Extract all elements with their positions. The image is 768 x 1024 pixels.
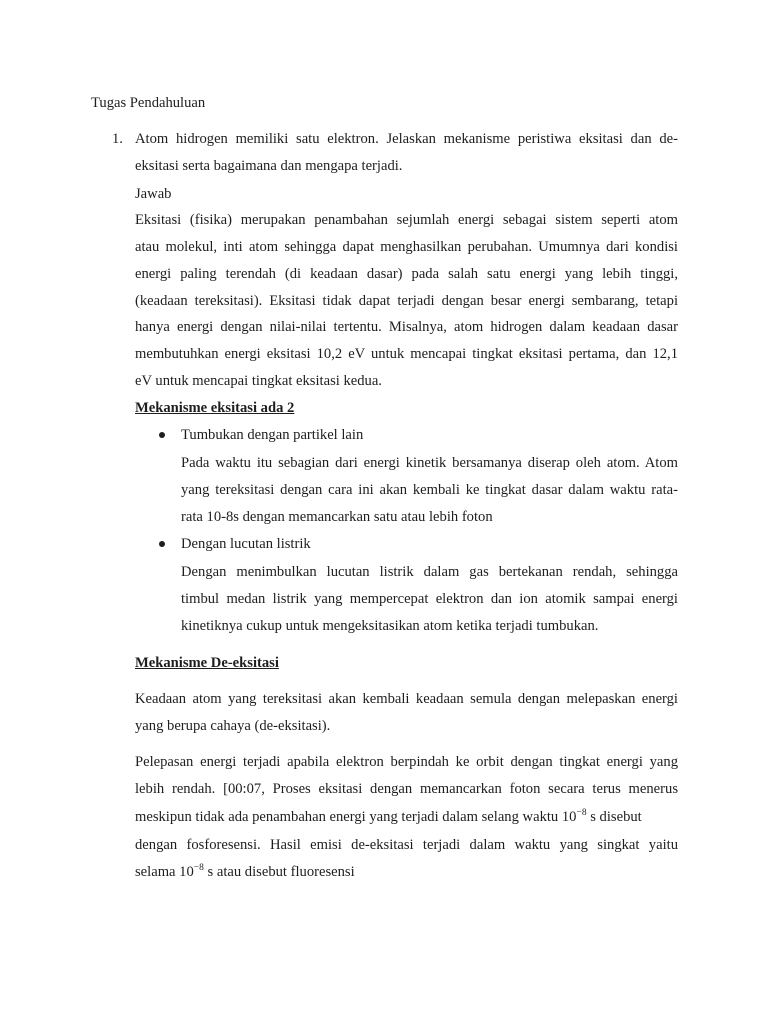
answer-line: Eksitasi (fisika) merupakan penambahan sejumlah energi sebagai sistem seperti atom [135, 212, 678, 228]
document-title: Tugas Pendahuluan [91, 95, 206, 111]
answer-line: eV untuk mencapai tingkat eksitasi kedua. [135, 373, 382, 389]
list-item-title: Tumbukan dengan partikel lain [181, 427, 364, 443]
answer-line: (keadaan tereksitasi). Eksitasi tidak dapat terjadi dengan besar energi sembarang, tetapi [135, 293, 678, 309]
list-item-line: Dengan menimbulkan lucutan listrik dalam gas bertekanan rendah, sehingga [181, 564, 678, 580]
bullet-icon [159, 541, 165, 547]
text-segment: s atau disebut fluoresensi [203, 864, 355, 880]
exponent: −8 [576, 808, 587, 818]
answer-line: membutuhkan energi eksitasi 10,2 eV untuk mencapai tingkat eksitasi pertama, dan 12,1 [135, 346, 678, 362]
exponent: −8 [193, 863, 204, 873]
paragraph-line: Pelepasan energi terjadi apabila elektron berpindah ke orbit dengan tingkat energi yang [135, 754, 678, 770]
text-segment: selama 10 [135, 864, 194, 880]
paragraph-line-with-exponent [135, 808, 678, 826]
list-item-line: timbul medan listrik yang mempercepat elektron dan ion atomik sampai energi [181, 591, 678, 607]
paragraph-line: yang berupa cahaya (de-eksitasi). [135, 718, 331, 734]
paragraph-line: dengan fosforesensi. Hasil emisi de-eksitasi terjadi dalam waktu yang singkat yaitu [135, 837, 678, 853]
text-segment: meskipun tidak ada penambahan energi yang terjadi dalam selang waktu 10 [135, 809, 577, 825]
question-line: Atom hidrogen memiliki satu elektron. Jelaskan mekanisme peristiwa eksitasi dan de- [135, 131, 678, 147]
list-item-line: yang tereksitasi dengan cara ini akan kembali ke tingkat dasar dalam waktu rata- [181, 482, 678, 498]
list-item-line: kinetiknya cukup untuk mengeksitasikan atom ketika terjadi tumbukan. [181, 618, 599, 634]
paragraph-line-with-exponent [135, 863, 355, 881]
answer-line: hanya energi dengan nilai-nilai tertentu. Misalnya, atom hidrogen dalam keadaan dasar [135, 319, 678, 335]
question-number: 1. [112, 131, 123, 147]
bullet-icon [159, 432, 165, 438]
list-item-title: Dengan lucutan listrik [181, 536, 311, 552]
answer-line: energi paling terendah (di keadaan dasar) pada salah satu energi yang lebih tinggi, [135, 266, 678, 282]
answer-label: Jawab [135, 186, 172, 202]
text-segment: s disebut [586, 809, 642, 825]
paragraph-line: lebih rendah. [00:07, Proses eksitasi dengan memancarkan foton secara terus menerus [135, 781, 678, 797]
answer-line: atau molekul, inti atom sehingga dapat menghasilkan perubahan. Umumnya dari kondisi [135, 239, 678, 255]
question-line: eksitasi serta bagaimana dan mengapa terjadi. [135, 158, 403, 174]
section-heading-eksitasi: Mekanisme eksitasi ada 2 [135, 400, 295, 416]
list-item-line: rata 10-8s dengan memancarkan satu atau lebih foton [181, 509, 493, 525]
list-item-line: Pada waktu itu sebagian dari energi kinetik bersamanya diserap oleh atom. Atom [181, 455, 678, 471]
paragraph-line: Keadaan atom yang tereksitasi akan kembali keadaan semula dengan melepaskan energi [135, 691, 678, 707]
section-heading-deeksitasi: Mekanisme De-eksitasi [135, 655, 279, 671]
